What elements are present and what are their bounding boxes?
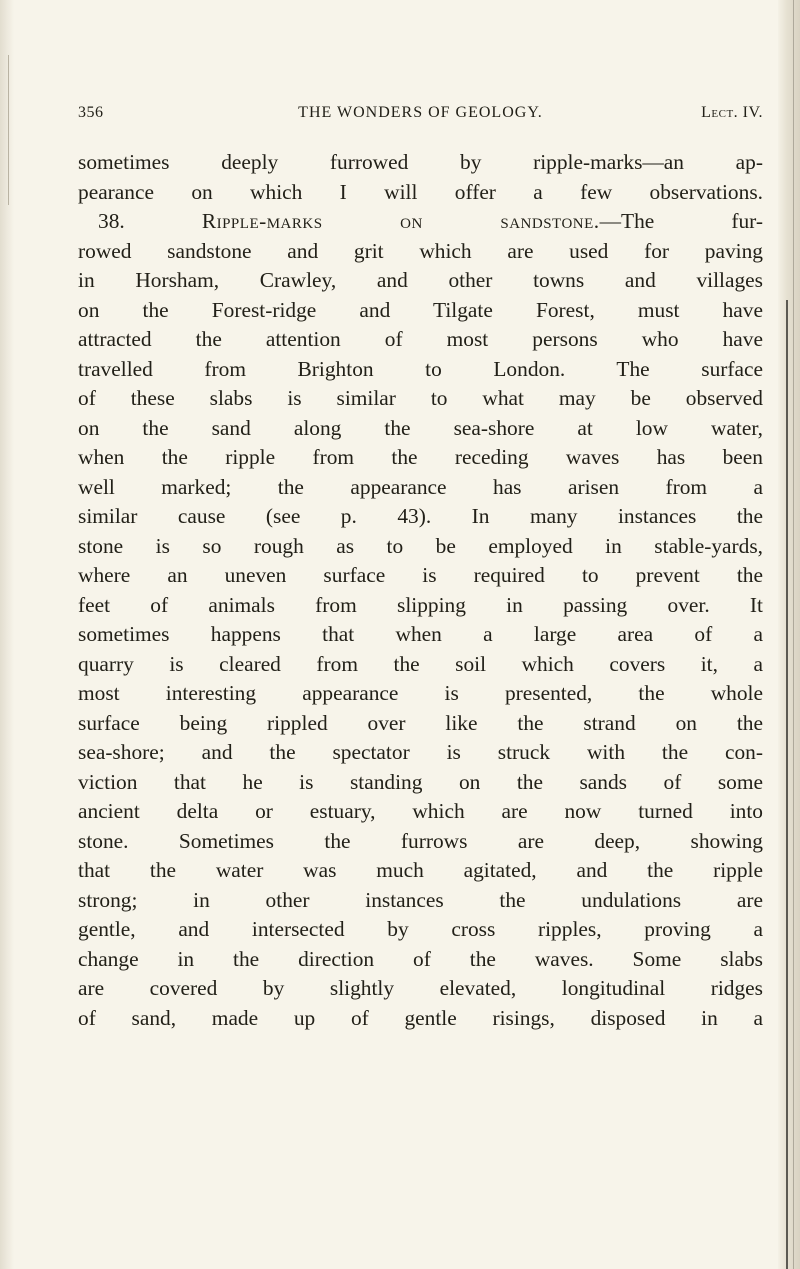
- text-line: most interesting appearance is presented, the whole: [78, 681, 763, 705]
- text-line: on the Forest-ridge and Tilgate Forest, must have: [78, 297, 763, 322]
- text-line: quarry is cleared from the soil which covers it, a: [78, 651, 763, 676]
- text-line: that the water was much agitated, and the ripple: [78, 858, 763, 882]
- text-line: are covered by slightly elevated, longitudinal ridges: [78, 976, 763, 1000]
- text-line: stone is so rough as to be employed in stable-yards,: [78, 533, 763, 558]
- text-line: viction that he is standing on the sands of some: [78, 769, 763, 794]
- text-line: when the ripple from the receding waves has been: [78, 445, 763, 469]
- page-edge: [778, 0, 800, 1269]
- text-line: pearance on which I will offer a few observations.: [78, 179, 763, 204]
- text-line: gentle, and intersected by cross ripples, proving a: [78, 917, 763, 941]
- section-heading-line: [78, 207, 763, 237]
- text-line: where an uneven surface is required to prevent the: [78, 563, 763, 587]
- section-heading: Ripple-marks on sandstone.: [201, 209, 600, 233]
- text-line: stone. Sometimes the furrows are deep, showing: [78, 828, 763, 853]
- running-title: THE WONDERS OF GEOLOGY.: [298, 104, 543, 121]
- page-edge-line-outer: [793, 0, 794, 1269]
- text-line: strong; in other instances the undulations are: [78, 887, 763, 912]
- lecture-label: Lect. IV.: [701, 104, 763, 121]
- section-number: 38.: [98, 209, 125, 233]
- text-line: ancient delta or estuary, which are now turned into: [78, 799, 763, 823]
- text-line: of these slabs is similar to what may be observed: [78, 386, 763, 410]
- text-line: similar cause (see p. 43). In many instances the: [78, 504, 763, 528]
- text-line: sometimes deeply furrowed by ripple-marks—an ap-: [78, 150, 763, 174]
- text-line: well marked; the appearance has arisen from a: [78, 474, 763, 499]
- text-line: rowed sandstone and grit which are used for paving: [78, 238, 763, 263]
- page-number: 356: [78, 104, 104, 121]
- section-heading-continuation: —The fur-: [599, 209, 763, 233]
- text-line: on the sand along the sea-shore at low water,: [78, 415, 763, 440]
- text-line: attracted the attention of most persons who have: [78, 327, 763, 351]
- text-line: of sand, made up of gentle risings, disposed in a: [78, 1005, 763, 1030]
- text-line: sometimes happens that when a large area of a: [78, 622, 763, 646]
- running-head: [78, 104, 763, 128]
- body-text: [78, 148, 763, 1033]
- gutter-line: [8, 55, 9, 205]
- text-line: surface being rippled over like the strand on the: [78, 710, 763, 735]
- text-line: in Horsham, Crawley, and other towns and villages: [78, 268, 763, 292]
- page-gutter-shadow: [0, 0, 14, 1269]
- text-line: change in the direction of the waves. Some slabs: [78, 946, 763, 971]
- text-line: feet of animals from slipping in passing over. It: [78, 592, 763, 617]
- text-line: travelled from Brighton to London. The surface: [78, 356, 763, 381]
- text-line: sea-shore; and the spectator is struck with the con-: [78, 740, 763, 764]
- page-edge-line: [786, 300, 788, 1269]
